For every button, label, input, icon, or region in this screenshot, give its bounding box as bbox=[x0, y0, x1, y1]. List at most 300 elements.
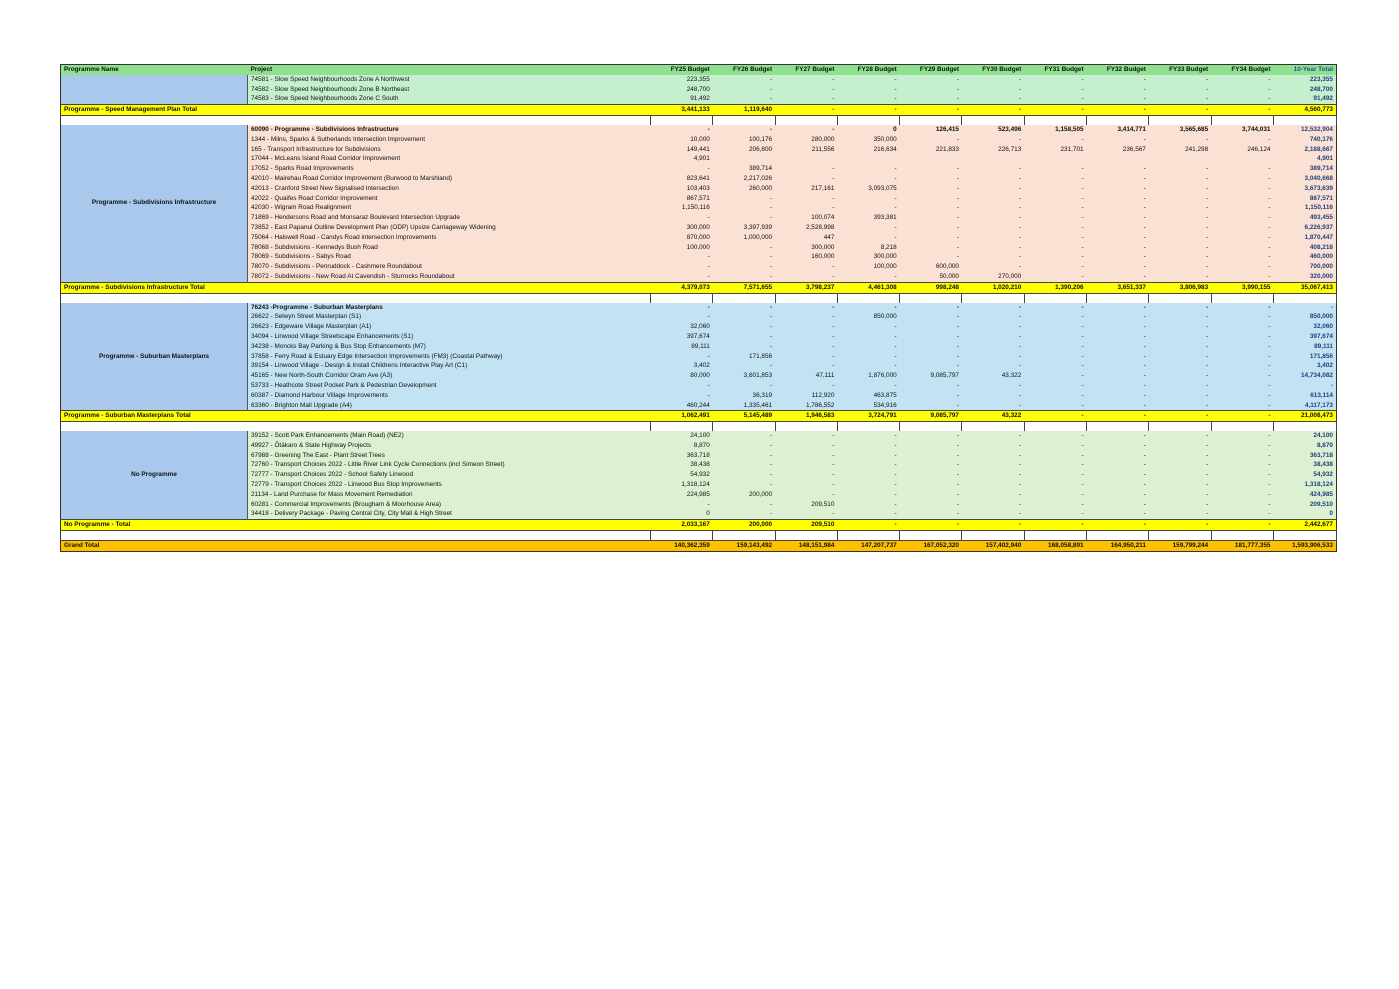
column-header: Programme Name bbox=[61, 65, 248, 75]
budget-cell: - bbox=[1149, 480, 1211, 490]
budget-cell: - bbox=[900, 322, 962, 332]
budget-cell: - bbox=[775, 381, 837, 391]
table-row bbox=[61, 145, 1337, 155]
empty-cell bbox=[651, 531, 713, 541]
budget-cell: - bbox=[837, 431, 899, 441]
budget-cell: - bbox=[1149, 194, 1211, 204]
budget-cell: - bbox=[713, 451, 775, 461]
budget-cell: - bbox=[1087, 371, 1149, 381]
budget-cell: - bbox=[962, 441, 1024, 451]
budget-cell: - bbox=[1087, 361, 1149, 371]
subtotal-label: Programme - Speed Management Plan Total bbox=[61, 105, 651, 116]
ten-year-total-cell: 54,932 bbox=[1273, 470, 1336, 480]
grand-total-row bbox=[61, 541, 1337, 552]
table-row bbox=[61, 184, 1337, 194]
budget-cell: - bbox=[1211, 272, 1273, 282]
subtotal-cell: - bbox=[1087, 520, 1149, 531]
budget-cell: - bbox=[651, 312, 713, 322]
spacer-row bbox=[61, 531, 1337, 541]
budget-cell: - bbox=[1211, 233, 1273, 243]
spacer-row bbox=[61, 293, 1337, 303]
budget-cell: - bbox=[1024, 371, 1086, 381]
budget-cell: - bbox=[1087, 203, 1149, 213]
budget-cell: - bbox=[1211, 85, 1273, 95]
project-name: 53733 - Heathcote Street Pocket Park & Pedestrian Development bbox=[248, 381, 651, 391]
budget-cell: 149,441 bbox=[651, 145, 713, 155]
budget-cell: - bbox=[1149, 213, 1211, 223]
empty-cell bbox=[1149, 422, 1211, 432]
grand-total-cell: 167,052,320 bbox=[900, 541, 962, 552]
budget-cell: - bbox=[1211, 223, 1273, 233]
budget-cell: - bbox=[775, 203, 837, 213]
budget-cell: 236,567 bbox=[1087, 145, 1149, 155]
project-name: 75064 - Halswell Road - Candys Road intersection Improvements bbox=[248, 233, 651, 243]
budget-cell: - bbox=[962, 470, 1024, 480]
budget-cell: 36,319 bbox=[713, 391, 775, 401]
budget-cell: - bbox=[900, 303, 962, 313]
budget-cell: - bbox=[1087, 303, 1149, 313]
budget-cell: - bbox=[900, 342, 962, 352]
budget-cell: - bbox=[775, 431, 837, 441]
budget-cell: - bbox=[837, 352, 899, 362]
subtotal-row bbox=[61, 411, 1337, 422]
ten-year-total-cell: 6,226,937 bbox=[1273, 223, 1336, 233]
budget-cell: - bbox=[1087, 332, 1149, 342]
budget-cell: - bbox=[962, 135, 1024, 145]
budget-cell: - bbox=[1149, 381, 1211, 391]
subtotal-cell: - bbox=[962, 105, 1024, 116]
budget-cell: - bbox=[962, 401, 1024, 411]
empty-cell bbox=[1024, 531, 1086, 541]
budget-cell: - bbox=[1024, 252, 1086, 262]
budget-cell: - bbox=[962, 480, 1024, 490]
project-name: 34418 - Delivery Package - Paving Central City, City Mall & High Street bbox=[248, 509, 651, 519]
budget-cell: - bbox=[1211, 500, 1273, 510]
budget-cell: 389,714 bbox=[713, 164, 775, 174]
grand-total-cell: 159,143,492 bbox=[713, 541, 775, 552]
budget-cell: - bbox=[900, 233, 962, 243]
budget-cell: - bbox=[1211, 361, 1273, 371]
budget-cell: - bbox=[837, 94, 899, 104]
budget-cell: - bbox=[1211, 480, 1273, 490]
budget-cell: - bbox=[962, 164, 1024, 174]
budget-cell: 363,718 bbox=[651, 451, 713, 461]
budget-cell: - bbox=[713, 460, 775, 470]
budget-cell: - bbox=[1087, 135, 1149, 145]
budget-cell: 54,932 bbox=[651, 470, 713, 480]
ten-year-total-cell: 850,000 bbox=[1273, 312, 1336, 322]
budget-cell: - bbox=[1149, 223, 1211, 233]
subtotal-total-cell: 35,067,413 bbox=[1273, 282, 1336, 293]
budget-cell: - bbox=[775, 85, 837, 95]
budget-cell: 226,713 bbox=[962, 145, 1024, 155]
budget-cell bbox=[837, 154, 899, 164]
budget-cell: - bbox=[651, 381, 713, 391]
budget-cell bbox=[962, 154, 1024, 164]
table-row bbox=[61, 371, 1337, 381]
budget-cell: 43,322 bbox=[962, 371, 1024, 381]
ten-year-total-cell: 3,673,639 bbox=[1273, 184, 1336, 194]
subtotal-cell: - bbox=[1149, 411, 1211, 422]
budget-cell: 223,355 bbox=[651, 75, 713, 85]
budget-cell: - bbox=[1087, 460, 1149, 470]
budget-cell: 2,217,026 bbox=[713, 174, 775, 184]
budget-cell: 600,000 bbox=[900, 262, 962, 272]
budget-cell: 823,641 bbox=[651, 174, 713, 184]
table-row bbox=[61, 441, 1337, 451]
budget-cell: 47,111 bbox=[775, 371, 837, 381]
budget-cell: 3,402 bbox=[651, 361, 713, 371]
budget-cell: - bbox=[713, 303, 775, 313]
project-name: 76243 -Programme - Suburban Masterplans bbox=[248, 303, 651, 313]
empty-cell bbox=[651, 293, 713, 303]
empty-cell bbox=[775, 115, 837, 125]
budget-cell: - bbox=[1211, 262, 1273, 272]
budget-cell: - bbox=[1149, 303, 1211, 313]
empty-cell bbox=[1273, 293, 1336, 303]
budget-cell: - bbox=[962, 342, 1024, 352]
budget-cell: - bbox=[1087, 401, 1149, 411]
budget-cell: - bbox=[1211, 75, 1273, 85]
budget-cell: - bbox=[775, 441, 837, 451]
header-row bbox=[61, 65, 1337, 75]
budget-cell: - bbox=[1024, 94, 1086, 104]
table-row bbox=[61, 490, 1337, 500]
budget-cell: - bbox=[713, 441, 775, 451]
ten-year-total-cell: 171,856 bbox=[1273, 352, 1336, 362]
subtotal-cell: 1,119,640 bbox=[713, 105, 775, 116]
subtotal-cell: 1,946,583 bbox=[775, 411, 837, 422]
subtotal-row bbox=[61, 105, 1337, 116]
budget-cell bbox=[1087, 154, 1149, 164]
ten-year-total-cell: 0 bbox=[1273, 509, 1336, 519]
budget-cell: - bbox=[1087, 85, 1149, 95]
budget-cell: 1,000,000 bbox=[713, 233, 775, 243]
project-name: 34238 - Moncks Bay Parking & Bus Stop Enhancements (M7) bbox=[248, 342, 651, 352]
budget-cell: 80,000 bbox=[651, 371, 713, 381]
budget-cell: - bbox=[1087, 391, 1149, 401]
budget-cell bbox=[775, 154, 837, 164]
subtotal-cell: 3,441,133 bbox=[651, 105, 713, 116]
subtotal-row bbox=[61, 282, 1337, 293]
budget-cell: - bbox=[1149, 401, 1211, 411]
subtotal-cell: 4,379,073 bbox=[651, 282, 713, 293]
project-name: 39152 - Scott Park Enhancements (Main Road) (NE2) bbox=[248, 431, 651, 441]
subtotal-cell: - bbox=[900, 520, 962, 531]
table-row bbox=[61, 361, 1337, 371]
budget-cell: - bbox=[900, 94, 962, 104]
budget-cell: - bbox=[1024, 460, 1086, 470]
budget-cell: - bbox=[1087, 223, 1149, 233]
budget-cell: - bbox=[962, 194, 1024, 204]
subtotal-cell: 3,651,337 bbox=[1087, 282, 1149, 293]
budget-cell: - bbox=[900, 361, 962, 371]
budget-cell: - bbox=[1211, 352, 1273, 362]
budget-cell: - bbox=[900, 391, 962, 401]
budget-cell bbox=[1149, 154, 1211, 164]
budget-cell: - bbox=[962, 509, 1024, 519]
budget-cell: - bbox=[1149, 342, 1211, 352]
budget-cell: - bbox=[713, 194, 775, 204]
empty-cell bbox=[1087, 293, 1149, 303]
budget-cell: - bbox=[900, 75, 962, 85]
budget-cell: - bbox=[837, 75, 899, 85]
budget-cell: - bbox=[1087, 322, 1149, 332]
subtotal-cell: - bbox=[837, 105, 899, 116]
budget-cell: - bbox=[1087, 213, 1149, 223]
budget-cell: - bbox=[1211, 194, 1273, 204]
budget-cell: - bbox=[900, 470, 962, 480]
project-name: 42013 - Cranford Street New Signalised Intersection bbox=[248, 184, 651, 194]
budget-cell: - bbox=[962, 312, 1024, 322]
budget-cell: - bbox=[1149, 75, 1211, 85]
budget-cell: - bbox=[1211, 441, 1273, 451]
budget-cell: - bbox=[900, 135, 962, 145]
budget-cell: 3,601,853 bbox=[713, 371, 775, 381]
budget-cell: - bbox=[1211, 460, 1273, 470]
ten-year-total-cell: 14,734,082 bbox=[1273, 371, 1336, 381]
table-row bbox=[61, 233, 1337, 243]
empty-cell bbox=[775, 531, 837, 541]
budget-cell: - bbox=[837, 303, 899, 313]
budget-cell: - bbox=[1087, 312, 1149, 322]
subtotal-cell: - bbox=[775, 105, 837, 116]
budget-cell: - bbox=[713, 213, 775, 223]
grand-total-cell: 168,058,891 bbox=[1024, 541, 1086, 552]
ten-year-total-cell: 91,492 bbox=[1273, 94, 1336, 104]
column-header: FY27 Budget bbox=[775, 65, 837, 75]
budget-cell: - bbox=[1024, 391, 1086, 401]
budget-cell: 32,060 bbox=[651, 322, 713, 332]
budget-cell: - bbox=[1211, 342, 1273, 352]
subtotal-row bbox=[61, 520, 1337, 531]
project-name: 71869 - Hendersons Road and Monsaraz Boulevard Intersection Upgrade bbox=[248, 213, 651, 223]
table-row bbox=[61, 75, 1337, 85]
budget-cell: 112,920 bbox=[775, 391, 837, 401]
subtotal-cell: - bbox=[1024, 105, 1086, 116]
budget-cell: - bbox=[1024, 332, 1086, 342]
budget-cell: 870,000 bbox=[651, 233, 713, 243]
budget-cell: 211,556 bbox=[775, 145, 837, 155]
budget-cell: - bbox=[775, 322, 837, 332]
budget-cell: - bbox=[713, 322, 775, 332]
ten-year-total-cell: 24,100 bbox=[1273, 431, 1336, 441]
budget-cell: - bbox=[962, 213, 1024, 223]
budget-cell: - bbox=[1211, 509, 1273, 519]
budget-cell: - bbox=[1024, 490, 1086, 500]
subtotal-cell: 3,806,983 bbox=[1149, 282, 1211, 293]
project-name: 67988 - Greening The East - Plant Street Trees bbox=[248, 451, 651, 461]
budget-cell: - bbox=[1211, 322, 1273, 332]
budget-cell: - bbox=[1211, 135, 1273, 145]
budget-cell: - bbox=[837, 361, 899, 371]
budget-cell: - bbox=[962, 352, 1024, 362]
budget-cell: - bbox=[1024, 233, 1086, 243]
budget-cell: - bbox=[1211, 391, 1273, 401]
ten-year-total-cell: 4,901 bbox=[1273, 154, 1336, 164]
ten-year-total-cell: 3,040,668 bbox=[1273, 174, 1336, 184]
budget-cell: - bbox=[713, 272, 775, 282]
column-header: FY34 Budget bbox=[1211, 65, 1273, 75]
budget-cell: - bbox=[1211, 174, 1273, 184]
budget-cell: 1,318,124 bbox=[651, 480, 713, 490]
budget-cell: 1,335,461 bbox=[713, 401, 775, 411]
grand-total-cell: 181,777,355 bbox=[1211, 541, 1273, 552]
subtotal-cell: 43,322 bbox=[962, 411, 1024, 422]
project-name: 49927 - Ōtākaro & State Highway Projects bbox=[248, 441, 651, 451]
column-header: Project bbox=[248, 65, 651, 75]
budget-cell: - bbox=[1149, 184, 1211, 194]
budget-cell: 534,916 bbox=[837, 401, 899, 411]
budget-cell: 100,176 bbox=[713, 135, 775, 145]
table-row bbox=[61, 272, 1337, 282]
budget-cell: - bbox=[1149, 262, 1211, 272]
budget-cell: - bbox=[962, 490, 1024, 500]
budget-cell: 0 bbox=[837, 125, 899, 135]
budget-cell: - bbox=[1149, 312, 1211, 322]
empty-cell bbox=[1211, 531, 1273, 541]
budget-cell: - bbox=[1211, 371, 1273, 381]
budget-cell bbox=[713, 154, 775, 164]
budget-cell: - bbox=[1087, 194, 1149, 204]
project-name: 42010 - Mairehau Road Corridor Improvement (Burwood to Marshland) bbox=[248, 174, 651, 184]
budget-cell: - bbox=[713, 361, 775, 371]
budget-cell: - bbox=[1024, 480, 1086, 490]
budget-cell: - bbox=[1087, 243, 1149, 253]
budget-cell: 850,000 bbox=[837, 312, 899, 322]
budget-cell: 9,085,797 bbox=[900, 371, 962, 381]
ten-year-total-cell: 209,510 bbox=[1273, 500, 1336, 510]
ten-year-total-cell: 1,870,447 bbox=[1273, 233, 1336, 243]
budget-cell: - bbox=[900, 352, 962, 362]
budget-cell: 350,000 bbox=[837, 135, 899, 145]
project-name: 78070 - Subdivisions - Penruddock - Cashmere Roundabout bbox=[248, 262, 651, 272]
budget-cell: - bbox=[775, 460, 837, 470]
budget-cell: - bbox=[900, 381, 962, 391]
empty-cell bbox=[900, 293, 962, 303]
budget-cell: - bbox=[775, 262, 837, 272]
budget-cell: - bbox=[900, 451, 962, 461]
ten-year-total-cell: 424,985 bbox=[1273, 490, 1336, 500]
table-row bbox=[61, 352, 1337, 362]
budget-cell: - bbox=[1149, 500, 1211, 510]
budget-cell: - bbox=[837, 233, 899, 243]
ten-year-total-cell: 223,355 bbox=[1273, 75, 1336, 85]
budget-cell: - bbox=[713, 332, 775, 342]
empty-cell bbox=[775, 422, 837, 432]
budget-cell: - bbox=[962, 361, 1024, 371]
subtotal-cell: - bbox=[1211, 105, 1273, 116]
budget-cell: - bbox=[900, 243, 962, 253]
budget-cell: 126,415 bbox=[900, 125, 962, 135]
budget-spreadsheet bbox=[60, 64, 1336, 552]
budget-cell: - bbox=[1211, 184, 1273, 194]
budget-cell: 100,074 bbox=[775, 213, 837, 223]
budget-cell: - bbox=[837, 194, 899, 204]
empty-cell bbox=[962, 293, 1024, 303]
budget-cell: - bbox=[713, 470, 775, 480]
budget-cell: - bbox=[1024, 322, 1086, 332]
ten-year-total-cell: 38,438 bbox=[1273, 460, 1336, 470]
table-row bbox=[61, 303, 1337, 313]
budget-cell: 4,901 bbox=[651, 154, 713, 164]
budget-cell: - bbox=[1149, 470, 1211, 480]
budget-table bbox=[60, 64, 1337, 552]
budget-cell: - bbox=[962, 174, 1024, 184]
empty-cell bbox=[713, 115, 775, 125]
empty-cell bbox=[713, 293, 775, 303]
budget-cell: - bbox=[1024, 272, 1086, 282]
budget-cell: 523,496 bbox=[962, 125, 1024, 135]
ten-year-total-cell: 397,674 bbox=[1273, 332, 1336, 342]
empty-cell bbox=[651, 422, 713, 432]
project-name: 17044 - McLeans Island Road Corridor Improvement bbox=[248, 154, 651, 164]
project-name: 78069 - Subdivisions - Sabys Road bbox=[248, 252, 651, 262]
budget-cell: - bbox=[1087, 262, 1149, 272]
budget-cell: 10,000 bbox=[651, 135, 713, 145]
project-name: 17052 - Sparks Road Improvements bbox=[248, 164, 651, 174]
spacer-row bbox=[61, 422, 1337, 432]
subtotal-cell: - bbox=[1087, 411, 1149, 422]
budget-cell: 300,000 bbox=[651, 223, 713, 233]
budget-cell: - bbox=[651, 272, 713, 282]
project-name: 26623 - Edgeware Village Masterplan (A1) bbox=[248, 322, 651, 332]
budget-cell: - bbox=[775, 451, 837, 461]
budget-cell: - bbox=[1211, 490, 1273, 500]
budget-cell: - bbox=[713, 381, 775, 391]
subtotal-cell: 1,020,210 bbox=[962, 282, 1024, 293]
budget-cell: - bbox=[900, 174, 962, 184]
budget-cell: 280,000 bbox=[775, 135, 837, 145]
budget-cell: 8,870 bbox=[651, 441, 713, 451]
budget-cell: 100,000 bbox=[837, 262, 899, 272]
subtotal-cell: - bbox=[1024, 520, 1086, 531]
project-name: 74583 - Slow Speed Neighbourhoods Zone C South bbox=[248, 94, 651, 104]
ten-year-total-cell: 3,402 bbox=[1273, 361, 1336, 371]
budget-cell: - bbox=[962, 94, 1024, 104]
project-name: 73852 - East Papanui Outline Development Plan (ODP) Upsize Carriageway Widening bbox=[248, 223, 651, 233]
subtotal-cell: - bbox=[900, 105, 962, 116]
budget-cell: - bbox=[775, 361, 837, 371]
budget-cell: - bbox=[962, 85, 1024, 95]
subtotal-cell: - bbox=[1211, 520, 1273, 531]
budget-cell: 200,000 bbox=[713, 490, 775, 500]
budget-cell: - bbox=[1149, 352, 1211, 362]
grand-total-cell: 159,799,244 bbox=[1149, 541, 1211, 552]
budget-cell: 100,000 bbox=[651, 243, 713, 253]
budget-cell: - bbox=[837, 509, 899, 519]
budget-cell: - bbox=[1024, 431, 1086, 441]
budget-cell: 1,150,116 bbox=[651, 203, 713, 213]
budget-cell: - bbox=[900, 164, 962, 174]
grand-total-cell: 157,402,940 bbox=[962, 541, 1024, 552]
project-name: 78068 - Subdivisions - Kennedys Bush Road bbox=[248, 243, 651, 253]
budget-cell: 1,786,552 bbox=[775, 401, 837, 411]
budget-cell: - bbox=[900, 252, 962, 262]
budget-cell: - bbox=[651, 213, 713, 223]
budget-cell: - bbox=[713, 243, 775, 253]
budget-cell: - bbox=[962, 460, 1024, 470]
budget-cell: - bbox=[900, 401, 962, 411]
table-row bbox=[61, 480, 1337, 490]
ten-year-total-cell: 700,000 bbox=[1273, 262, 1336, 272]
project-name: 72779 - Transport Choices 2022 - Linwood Bus Stop Improvements bbox=[248, 480, 651, 490]
empty-cell bbox=[900, 531, 962, 541]
project-name: 45165 - New North-South Corridor Oram Ave (A3) bbox=[248, 371, 651, 381]
budget-cell: - bbox=[651, 262, 713, 272]
ten-year-total-cell: 740,176 bbox=[1273, 135, 1336, 145]
empty-cell bbox=[1273, 115, 1336, 125]
